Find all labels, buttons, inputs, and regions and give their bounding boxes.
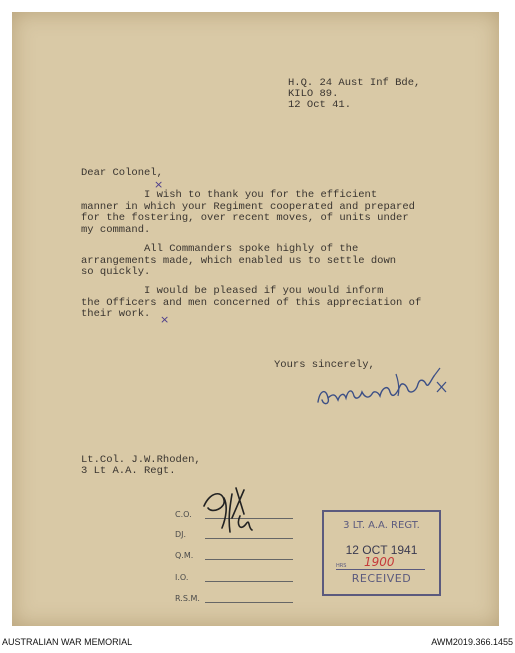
routing-label: I.O.: [175, 573, 189, 582]
header-line-1: H.Q. 24 Aust Inf Bde,: [288, 77, 421, 89]
stamp-hrs-label: HRS: [336, 563, 347, 569]
routing-label: R.S.M.: [175, 594, 200, 603]
paragraph-1: I wish to thank you for the efficient manner in which your Regiment cooperated and prepared for the fostering, over recent moves, of units under my command.: [81, 189, 415, 236]
stamp-hrs: 1900: [364, 555, 395, 569]
annotation-x-icon: ×: [154, 178, 164, 191]
closing: Yours sincerely,: [274, 359, 375, 371]
header-line-2: KILO 89.: [288, 88, 339, 100]
routing-line-qm: [175, 551, 293, 560]
salutation: Dear Colonel,: [81, 167, 163, 179]
paragraph-2: All Commanders spoke highly of the arrangements made, which enabled us to settle down so quickly.: [81, 243, 397, 278]
footer-accession-number: AWM2019.366.1455: [431, 637, 513, 647]
header-line-3: 12 Oct 41.: [288, 99, 352, 111]
routing-label: DJ.: [175, 530, 187, 539]
addressee-line-1: Lt.Col. J.W.Rhoden,: [81, 454, 201, 466]
stamp-date: 12 OCT 1941: [345, 543, 418, 557]
routing-label: C.O.: [175, 510, 192, 519]
signature: [312, 362, 450, 412]
routing-initials: [196, 484, 262, 544]
stamp-divider: [336, 569, 425, 570]
addressee-line-2: 3 Lt A.A. Regt.: [81, 465, 176, 477]
annotation-x-icon: ×: [160, 313, 170, 326]
stamp-status: RECEIVED: [351, 572, 412, 585]
paragraph-3: I would be pleased if you would inform the Officers and men concerned of this appreciation of their work.: [81, 285, 422, 320]
routing-line-io: [175, 573, 293, 582]
stamp-unit: 3 LT. A.A. REGT.: [343, 520, 420, 531]
routing-label: Q.M.: [175, 551, 194, 560]
routing-line-rsm: [175, 594, 293, 603]
received-stamp: [322, 510, 441, 596]
footer-credit: AUSTRALIAN WAR MEMORIAL: [2, 637, 133, 647]
